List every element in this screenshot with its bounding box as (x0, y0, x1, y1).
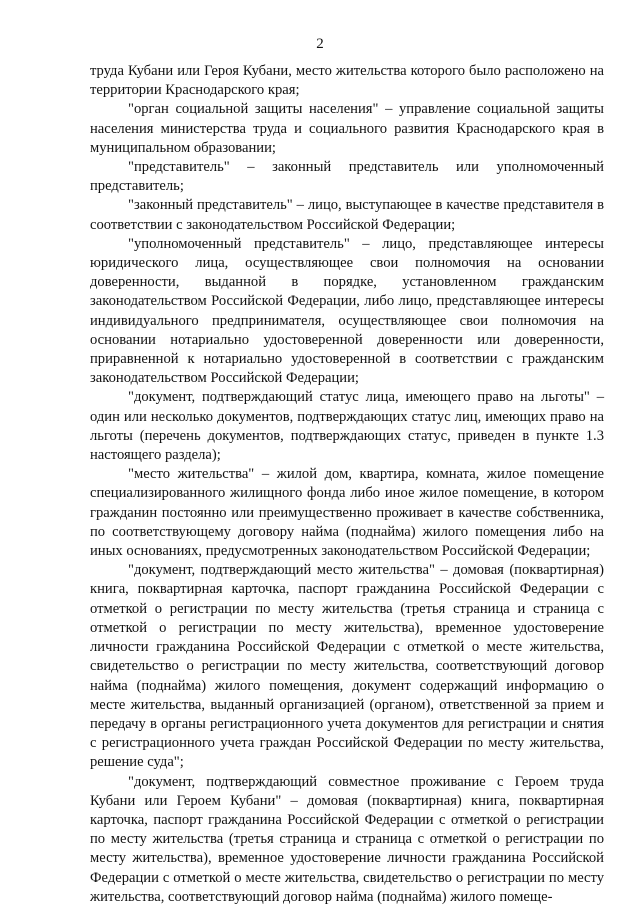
paragraph-definition-representative: "представитель" – законный представитель или уполномоченный представитель; (90, 159, 604, 195)
paragraph-definition-legal-representative: "законный представитель" – лицо, выступающее в качестве представителя в соответствии с законодательством Российской Федерации; (90, 197, 604, 233)
paragraph-definition-cohabitation-document: "документ, подтверждающий совместное проживание с Героем труда Кубани или Героем Кубани" – домовая (поквартирная) книга, поквартирная карточка, паспорт гражданина Российской Федерации с отметкой о регистрации по месту жительства (третья страница и страница с отметкой о регистрации по месту жительства), временное удостоверение личности гражданина Российской Федерации с отметкой о месте жительства, свидетельство о регистрации по месту жительства, соответствующий договор найма (поднайма) жилого помеще- (90, 773, 604, 905)
paragraph-definition-authorized-representative: "уполномоченный представитель" – лицо, представляющее интересы юридического лица, осуществляющее свои полномочия на основании доверенности, выданной в порядке, установленном гражданским законодательством Российской Федерации, либо лицо, представляющее интересы индивидуального предпринимателя, осуществляющее свои полномочия на основании нотариально удостоверенной доверенности или доверенности, приравненной к нотариально удостоверенной в соответствии с гражданским законодательством Российской Федерации; (90, 235, 604, 387)
paragraph-definition-residence-document: "документ, подтверждающий место жительства" – домовая (поквартирная) книга, поквартирная карточка, паспорт гражданина Российской Федерации с отметкой о регистрации по месту жительства (третья страница и страница с отметкой о регистрации по месту жительства), временное удостоверение личности гражданина Российской Федерации с отметкой о месте жительства, свидетельство о регистрации по месту жительства, соответствующий договор найма (поднайма) жилого помещения, документ содержащий информацию о месте жительства, выданный организацией (органом), ответственной за прием и передачу в органы регистрационного учета документов для регистрации и снятия с регистрационного учета граждан Российской Федерации по месту жительства, решение суда"; (90, 562, 604, 771)
paragraph-definition-residence: "место жительства" – жилой дом, квартира, комната, жилое помещение специализированного жилищного фонда либо иное жилое помещение, в котором гражданин постоянно или преимущественно проживает в качестве собственника, по соответствующему договору найма (поднайма) жилого помещения либо на иных основаниях, предусмотренных законодательством Российской Федерации; (90, 466, 604, 560)
paragraph-continuation: труда Кубани или Героя Кубани, место жительства которого было расположено на территории Краснодарского края; (90, 63, 604, 99)
paragraph-definition-status-document: "документ, подтверждающий статус лица, имеющего право на льготы" – один или несколько документов, подтверждающих статус лиц, имеющих право на льготы (перечень документов, подтверждающих статус, приведен в пункте 1.3 настоящего раздела); (90, 389, 604, 464)
document-body (90, 62, 604, 907)
page-number: 2 (316, 36, 324, 52)
paragraph-definition-social-protection: "орган социальной защиты населения" – управление социальной защиты населения министерства труда и социального развития Краснодарского края в муниципальном образовании; (90, 101, 604, 156)
